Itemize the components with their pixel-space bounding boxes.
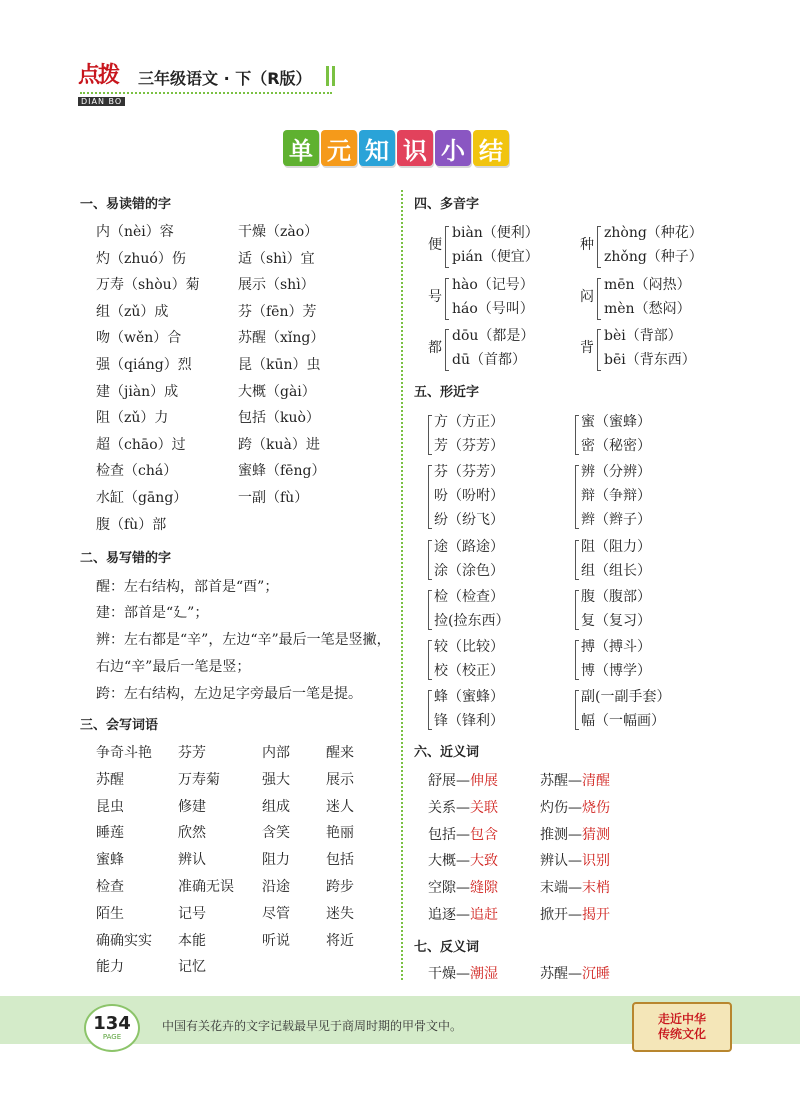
vocab-word: 睡莲	[96, 825, 124, 842]
section-title-7: 七、反义词	[414, 940, 480, 955]
polyphone-char: 背	[580, 340, 594, 356]
bracket	[428, 690, 432, 730]
similar-char: 涂（涂色）	[434, 563, 504, 579]
vocab-word: 醒来	[326, 745, 354, 761]
similar-char: 芳（芬芳）	[434, 438, 504, 454]
polyphone-char: 号	[428, 289, 442, 305]
similar-char: 辩（争辩）	[581, 488, 651, 504]
vocab-word: 万寿菊	[178, 771, 220, 788]
vocab-word: 记忆	[178, 959, 206, 976]
similar-char: 副(一副手套）	[581, 689, 671, 705]
vocab-word: 欣然	[178, 825, 206, 842]
writing-tip-line: 辨：左右都是“辛”，左边“辛”最后一笔是竖撇，	[96, 632, 391, 648]
bracket	[445, 226, 449, 268]
header-bars	[326, 66, 338, 90]
synonym-word: 关系—	[428, 799, 470, 816]
similar-char: 复（复习）	[581, 613, 651, 629]
bracket	[575, 690, 579, 730]
writing-tip-line: 跨：左右结构，左边足字旁最后一笔是提。	[96, 686, 362, 702]
vocab-word: 内部	[262, 745, 290, 761]
title-char: 小	[435, 130, 471, 166]
synonym-answer: 揭开	[582, 907, 610, 923]
vocab-word: 迷人	[326, 798, 354, 815]
vocab-word: 强大	[262, 771, 290, 788]
title-char: 单	[283, 130, 319, 166]
synonym-word: 辨认—	[540, 853, 582, 870]
easy-misread-word: 内（nèi）容	[96, 224, 174, 240]
synonym-answer: 识别	[582, 853, 610, 870]
synonym-answer: 烧伤	[582, 799, 610, 816]
easy-misread-word: 蜜蜂（fēng）	[238, 463, 326, 480]
vocab-word: 修建	[178, 798, 206, 815]
vocab-word: 蜜蜂	[96, 852, 124, 869]
polyphone-reading: mèn（愁闷）	[604, 301, 691, 317]
section-title-2: 二、易写错的字	[80, 551, 172, 566]
badge-line-2: 传统文化	[657, 1027, 706, 1041]
title-char: 结	[473, 130, 509, 166]
synonym-answer: 追赶	[470, 907, 498, 923]
synonym-word: 推测—	[540, 826, 582, 843]
similar-char: 途（路途）	[434, 539, 504, 555]
logo-mark: 点拨	[78, 63, 119, 88]
bracket	[575, 415, 579, 455]
easy-misread-word: 适（shì）宜	[238, 250, 315, 267]
easy-misread-word: 水缸（gāng）	[96, 490, 188, 506]
antonym-answer: 潮湿	[470, 966, 498, 982]
easy-misread-word: 跨（kuà）进	[238, 436, 320, 453]
similar-char: 捡(捡东西）	[434, 613, 510, 629]
synonym-answer: 大致	[470, 853, 498, 870]
book-title: 三年级语文 · 下（R版）	[138, 69, 312, 88]
similar-char: 蜂（蜜蜂）	[434, 689, 504, 705]
antonym-word: 干燥—	[428, 966, 470, 982]
vocab-word: 确确实实	[96, 932, 152, 949]
synonym-word: 追逐—	[428, 907, 470, 923]
vocab-word: 包括	[326, 852, 354, 869]
easy-misread-word: 吻（wěn）合	[96, 330, 182, 347]
bracket	[428, 415, 432, 455]
synonym-answer: 清醒	[582, 773, 610, 789]
polyphone-reading: bèi（背部）	[604, 328, 682, 344]
easy-misread-word: 阻（zǔ）力	[96, 410, 169, 427]
easy-misread-word: 万寿（shòu）菊	[96, 277, 200, 294]
vocab-word: 能力	[96, 959, 124, 976]
easy-misread-word: 组（zǔ）成	[96, 303, 169, 320]
vocab-word: 准确无误	[178, 879, 234, 895]
synonym-word: 包括—	[428, 826, 470, 843]
similar-char: 校（校正）	[434, 663, 504, 679]
similar-char: 腹（腹部）	[581, 589, 651, 605]
section-title-5: 五、形近字	[414, 385, 480, 400]
bracket	[575, 590, 579, 630]
header-divider	[80, 92, 332, 94]
similar-char: 检（检查）	[434, 589, 504, 605]
easy-misread-word: 一副（fù）	[238, 490, 309, 506]
unit-summary-title	[283, 130, 509, 166]
bracket	[428, 465, 432, 529]
similar-char: 纷（纷飞）	[434, 512, 504, 528]
antonym-answer: 沉睡	[582, 966, 610, 982]
bracket	[597, 278, 601, 320]
vocab-word: 记号	[178, 905, 206, 922]
easy-misread-word: 昆（kūn）虫	[238, 357, 321, 373]
vocab-word: 组成	[262, 798, 290, 815]
synonym-word: 苏醒—	[540, 773, 582, 789]
similar-char: 吩（吩咐）	[434, 488, 504, 504]
page-number: 134	[93, 1013, 131, 1034]
vocab-word: 展示	[326, 771, 354, 788]
vocab-word: 艳丽	[326, 825, 354, 842]
vocab-word: 昆虫	[96, 798, 124, 815]
section-title-4: 四、多音字	[414, 197, 480, 212]
vocab-word: 阻力	[262, 852, 290, 869]
bracket	[428, 540, 432, 580]
polyphone-reading: dū（首都）	[452, 352, 526, 368]
easy-misread-word: 大概（gài）	[238, 383, 316, 400]
polyphone-reading: háo（号叫）	[452, 301, 534, 317]
vocab-word: 跨步	[326, 879, 354, 895]
bracket	[597, 226, 601, 268]
synonym-answer: 关联	[470, 799, 498, 816]
vocab-word: 听说	[262, 932, 290, 949]
polyphone-reading: pián（便宜）	[452, 249, 539, 265]
vocab-word: 检查	[96, 879, 124, 895]
synonym-answer: 伸展	[470, 773, 498, 789]
logo-subtext: DIAN BO	[78, 97, 125, 106]
polyphone-reading: dōu（都是）	[452, 328, 535, 344]
easy-misread-word: 强（qiáng）烈	[96, 357, 192, 373]
polyphone-reading: bēi（背东西）	[604, 352, 696, 368]
writing-tip-line: 醒：左右结构，部首是“酉”；	[96, 579, 279, 595]
synonym-word: 末端—	[540, 880, 582, 897]
similar-char: 方（方正）	[434, 414, 504, 430]
vocab-word: 迷失	[326, 905, 354, 922]
bracket	[445, 278, 449, 320]
easy-misread-word: 腹（fù）部	[96, 516, 167, 533]
synonym-word: 灼伤—	[540, 799, 582, 816]
easy-misread-word: 灼（zhuó）伤	[96, 250, 186, 267]
easy-misread-word: 建（jiàn）成	[96, 383, 179, 400]
easy-misread-word: 超（chāo）过	[96, 436, 186, 453]
bracket	[575, 540, 579, 580]
vocab-word: 陌生	[96, 905, 124, 922]
bracket	[575, 640, 579, 680]
badge-line-1: 走近中华	[657, 1012, 706, 1026]
page-label: PAGE	[102, 1033, 122, 1041]
easy-misread-word: 包括（kuò）	[238, 410, 320, 427]
similar-char: 幅（一幅画）	[581, 713, 665, 729]
easy-misread-word: 展示（shì）	[238, 277, 315, 294]
polyphone-char: 种	[580, 237, 594, 253]
polyphone-reading: zhǒng（种子）	[604, 249, 703, 265]
polyphone-reading: hào（记号）	[452, 277, 534, 293]
easy-misread-word: 检查（chá）	[96, 463, 178, 480]
easy-misread-word: 苏醒（xǐng）	[238, 330, 325, 347]
section-title-3: 三、会写词语	[80, 718, 159, 733]
bracket	[445, 329, 449, 371]
polyphone-reading: biàn（便利）	[452, 225, 539, 241]
culture-badge	[632, 1002, 732, 1052]
synonym-word: 掀开—	[540, 907, 582, 923]
title-char: 元	[321, 130, 357, 166]
easy-misread-word: 干燥（zào）	[238, 224, 319, 240]
title-char: 识	[397, 130, 433, 166]
polyphone-reading: mēn（闷热）	[604, 277, 691, 293]
column-divider	[401, 190, 403, 980]
similar-char: 搏（搏斗）	[581, 639, 651, 655]
synonym-word: 空隙—	[428, 880, 470, 897]
vocab-word: 争奇斗艳	[96, 745, 152, 761]
similar-char: 蜜（蜜蜂）	[581, 414, 651, 430]
bracket	[575, 465, 579, 529]
synonym-answer: 包含	[470, 826, 498, 843]
section-title-1: 一、易读错的字	[80, 197, 172, 212]
similar-char: 组（组长）	[581, 563, 651, 579]
vocab-word: 苏醒	[96, 771, 124, 788]
similar-char: 芬（芬芳）	[434, 464, 504, 480]
bracket	[428, 590, 432, 630]
vocab-word: 沿途	[262, 879, 290, 895]
antonym-word: 苏醒—	[540, 966, 582, 982]
writing-tip-line: 右边“辛”最后一笔是竖；	[96, 659, 251, 675]
similar-char: 博（博学）	[581, 663, 651, 679]
synonym-answer: 末梢	[582, 880, 610, 897]
writing-tip-line: 建：部首是“廴”；	[96, 605, 209, 621]
synonym-answer: 缝隙	[470, 880, 498, 897]
similar-char: 辫（辫子）	[581, 512, 651, 528]
similar-char: 较（比较）	[434, 639, 504, 655]
polyphone-char: 便	[428, 237, 442, 253]
vocab-word: 含笑	[262, 825, 290, 842]
polyphone-char: 闷	[580, 289, 594, 305]
synonym-word: 舒展—	[428, 773, 470, 789]
page-number-badge	[84, 1004, 140, 1052]
similar-char: 锋（锋利）	[434, 713, 504, 729]
footer-fact: 中国有关花卉的文字记载最早见于商周时期的甲骨文中。	[162, 1019, 463, 1033]
bracket	[428, 640, 432, 680]
synonym-word: 大概—	[428, 853, 470, 870]
similar-char: 阻（阻力）	[581, 539, 651, 555]
vocab-word: 本能	[178, 932, 206, 949]
similar-char: 辨（分辨）	[581, 464, 651, 480]
similar-char: 密（秘密）	[581, 438, 651, 454]
vocab-word: 芬芳	[178, 745, 206, 761]
section-title-6: 六、近义词	[414, 745, 480, 760]
vocab-word: 辨认	[178, 852, 206, 869]
synonym-answer: 猜测	[582, 826, 610, 843]
vocab-word: 将近	[326, 932, 354, 949]
bracket	[597, 329, 601, 371]
polyphone-char: 都	[428, 340, 442, 356]
vocab-word: 尽管	[262, 905, 290, 922]
title-char: 知	[359, 130, 395, 166]
polyphone-reading: zhòng（种花）	[604, 225, 703, 241]
easy-misread-word: 芬（fēn）芳	[238, 303, 317, 320]
